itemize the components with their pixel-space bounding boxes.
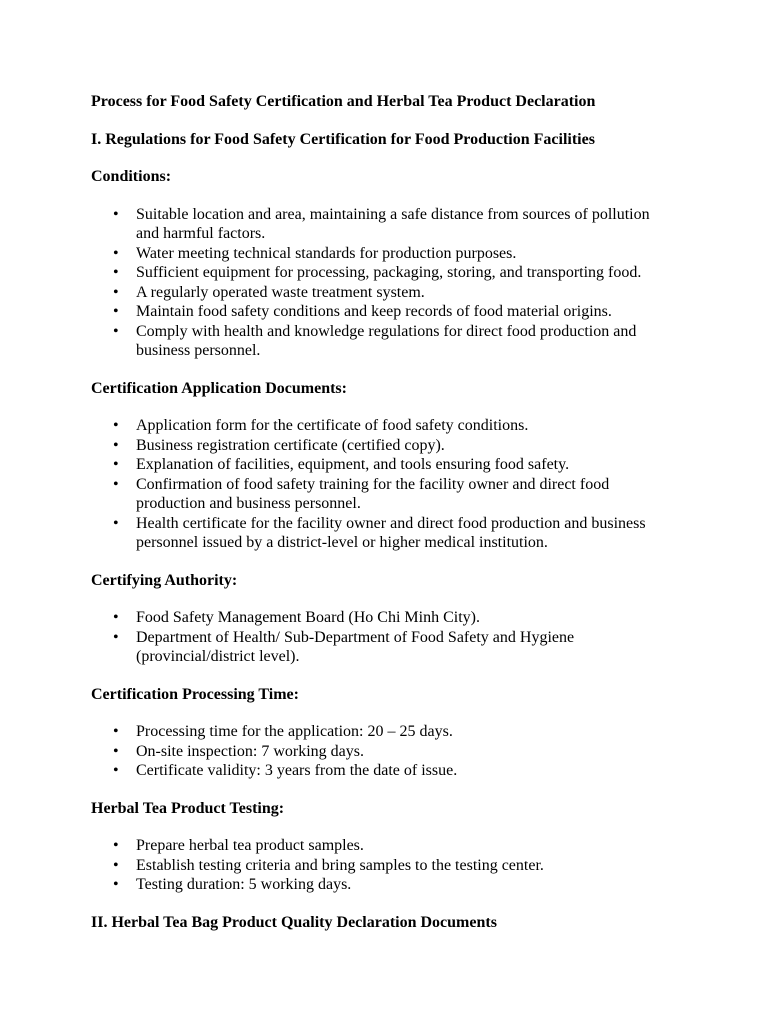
conditions-heading: Conditions:: [91, 168, 172, 185]
bullet-icon: •: [113, 628, 119, 646]
processing-time-list: [91, 722, 671, 781]
list-item: • Food Safety Management Board (Ho Chi Minh City).: [113, 609, 480, 626]
bullet-icon: •: [113, 456, 119, 473]
bullet-icon: •: [113, 303, 119, 320]
list-item: • Business registration certificate (certified copy).: [113, 436, 445, 454]
testing-list: [91, 836, 671, 895]
list-item: • A regularly operated waste treatment system.: [113, 283, 425, 301]
bullet-icon: •: [113, 609, 119, 626]
bullet-icon: •: [113, 837, 119, 854]
bullet-icon: •: [113, 244, 119, 262]
section-2-heading: II. Herbal Tea Bag Product Quality Declaration Documents: [91, 913, 497, 931]
bullet-icon: •: [113, 876, 119, 893]
list-item: • Comply with health and knowledge regulations for direct food production and business personnel.: [113, 322, 637, 359]
bullet-icon: •: [113, 322, 119, 340]
bullet-icon: •: [113, 762, 119, 779]
list-item: • Suitable location and area, maintaining a safe distance from sources of pollution and harmful factors.: [113, 205, 650, 242]
bullet-icon: •: [113, 723, 119, 740]
documents-list: [91, 416, 671, 553]
list-item: • Processing time for the application: 20 – 25 days.: [113, 723, 453, 740]
testing-heading: Herbal Tea Product Testing:: [91, 799, 285, 817]
list-item: • Certificate validity: 3 years from the date of issue.: [113, 762, 458, 779]
list-item: • Water meeting technical standards for production purposes.: [113, 244, 517, 262]
document-title: Process for Food Safety Certification and Herbal Tea Product Declaration: [91, 93, 596, 110]
bullet-icon: •: [113, 856, 119, 874]
list-item: • Health certificate for the facility owner and direct food production and business personnel issued by a district-level or higher medical institution.: [113, 514, 646, 551]
list-item: • Sufficient equipment for processing, packaging, storing, and transporting food.: [113, 264, 642, 281]
bullet-icon: •: [113, 742, 119, 760]
bullet-icon: •: [113, 436, 119, 454]
document-body: [91, 92, 671, 950]
bullet-icon: •: [113, 264, 119, 281]
list-item: • Confirmation of food safety training for the facility owner and direct food production and business personnel.: [113, 475, 610, 512]
bullet-icon: •: [113, 205, 119, 223]
list-item: • Maintain food safety conditions and keep records of food material origins.: [113, 303, 612, 320]
list-item: • Testing duration: 5 working days.: [113, 876, 352, 893]
bullet-icon: •: [113, 514, 119, 532]
list-item: • Establish testing criteria and bring samples to the testing center.: [113, 856, 544, 874]
documents-heading: Certification Application Documents:: [91, 379, 347, 397]
section-1-heading: I. Regulations for Food Safety Certification for Food Production Facilities: [91, 130, 595, 148]
list-item: • Prepare herbal tea product samples.: [113, 837, 364, 854]
processing-time-heading: Certification Processing Time:: [91, 685, 299, 703]
list-item: • On-site inspection: 7 working days.: [113, 742, 364, 760]
bullet-icon: •: [113, 417, 119, 434]
list-item: • Department of Health/ Sub-Department of Food Safety and Hygiene (provincial/district level).: [113, 628, 575, 665]
conditions-list: [91, 205, 671, 361]
authority-heading: Certifying Authority:: [91, 571, 238, 589]
authority-list: [91, 608, 671, 667]
list-item: • Explanation of facilities, equipment, and tools ensuring food safety.: [113, 456, 570, 473]
bullet-icon: •: [113, 475, 119, 493]
list-item: • Application form for the certificate of food safety conditions.: [113, 417, 529, 434]
bullet-icon: •: [113, 283, 119, 301]
